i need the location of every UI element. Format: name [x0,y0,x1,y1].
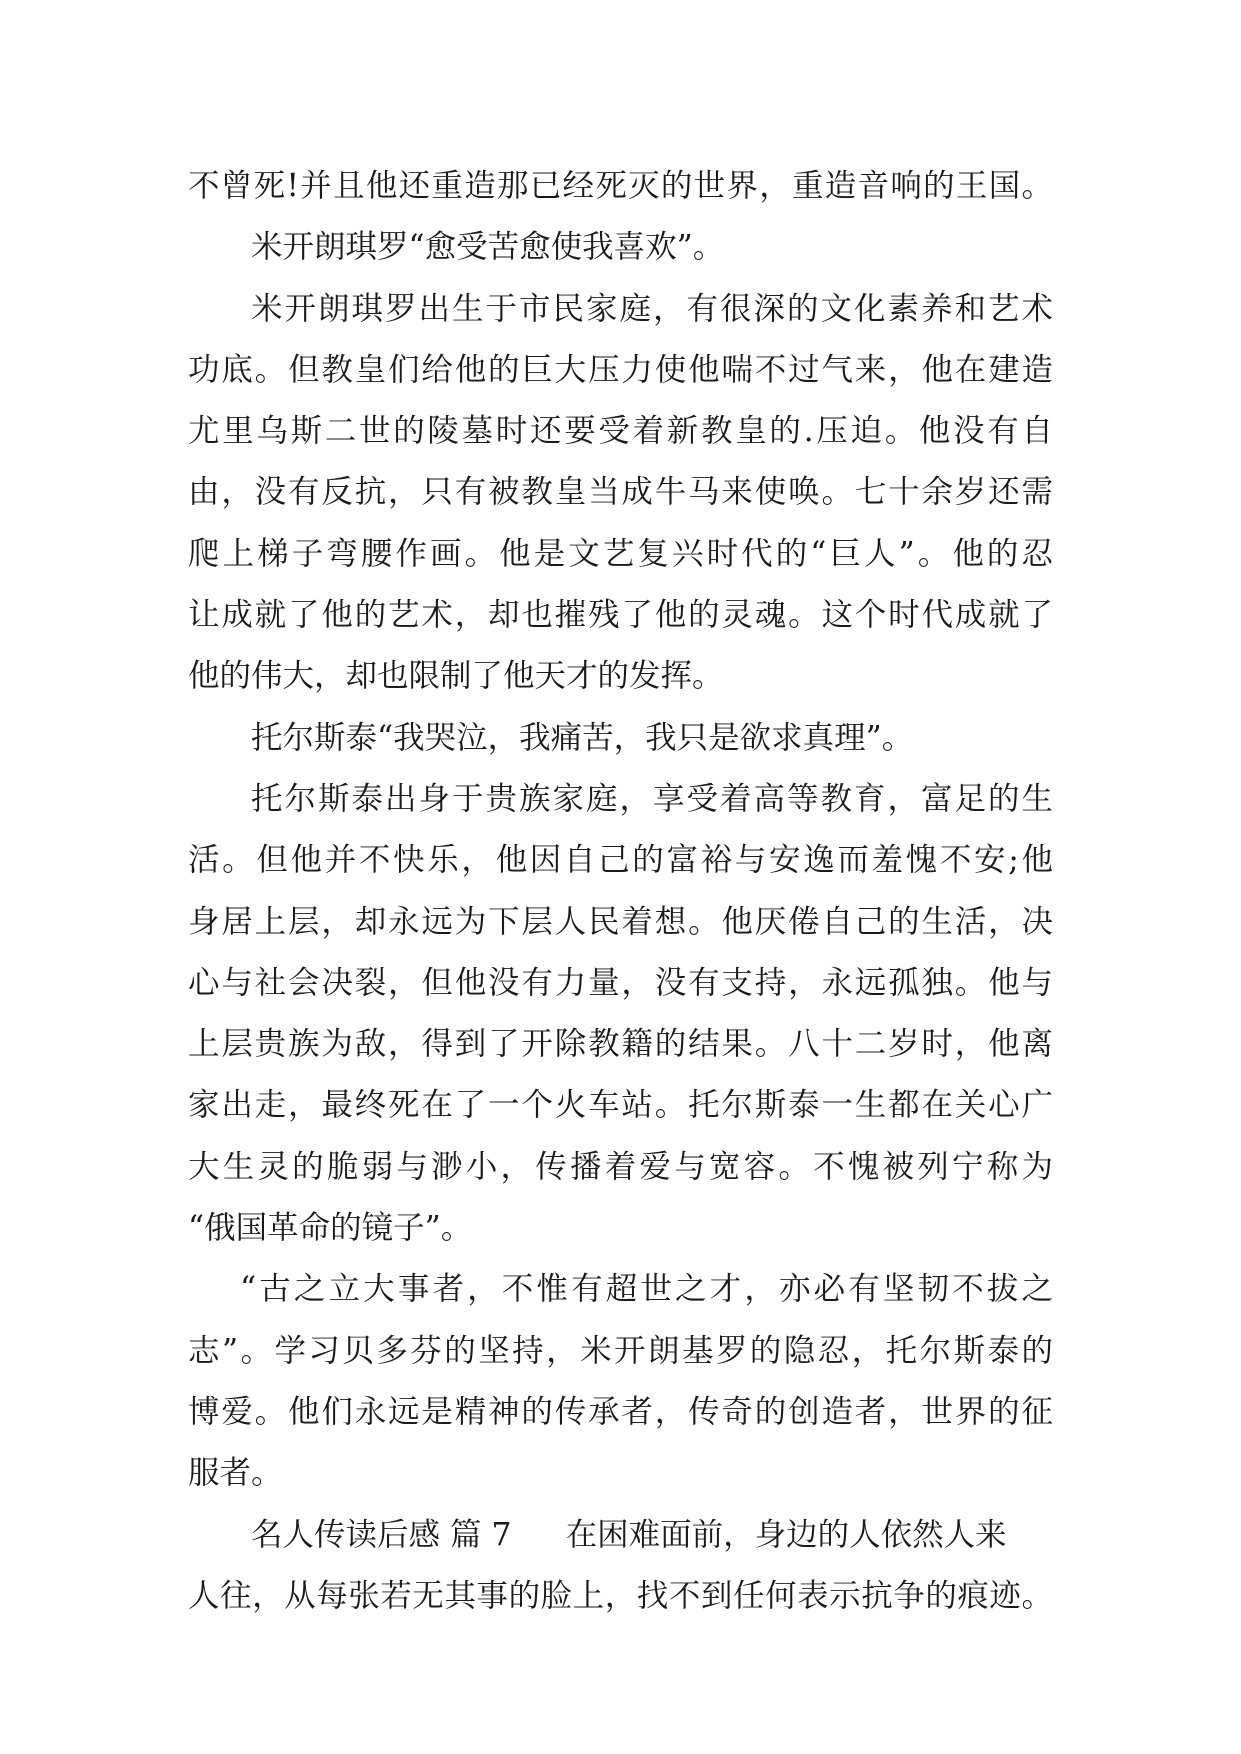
paragraph-line: “古之立大事者，不惟有超世之才，亦必有坚韧不拔之 [240,1271,1053,1308]
paragraph-line: 活。但他并不快乐，他因自己的富裕与安逸而羞愧不安;他 [188,842,1053,879]
paragraph-line: “俄国革命的镜子”。 [188,1210,473,1247]
section-heading: 名人传读后感 篇 7 [251,1516,512,1553]
paragraph-line: 由，没有反抗，只有被教皇当成牛马来使唤。七十余岁还需 [188,474,1053,511]
document-body [188,156,1053,1627]
paragraph-line: 家出走，最终死在了一个火车站。托尔斯泰一生都在关心广 [188,1087,1053,1124]
paragraph-line: 功底。但教皇们给他的巨大压力使他喘不过气来，他在建造 [188,351,1053,388]
paragraph-line: 在困难面前，身边的人依然人来 [565,1516,1007,1553]
paragraph-line: 米开朗琪罗出生于市民家庭，有很深的文化素养和艺术 [251,290,1053,327]
paragraph-line: 尤里乌斯二世的陵墓时还要受着新教皇的.压迫。他没有自 [188,413,1053,450]
paragraph-line: 志”。学习贝多芬的坚持，米开朗基罗的隐忍，托尔斯泰的 [188,1332,1053,1369]
section-heading-line [188,1505,1053,1566]
paragraph-line: 服者。 [188,1455,283,1492]
paragraph-line: 身居上层，却永远为下层人民着想。他厌倦自己的生活，决 [188,903,1053,940]
paragraph-line: 不曾死!并且他还重造那已经死灭的世界，重造音响的王国。 [188,168,1053,204]
paragraph-line: 大生灵的脆弱与渺小，传播着爱与宽容。不愧被列宁称为 [188,1148,1053,1185]
paragraph-line: 让成就了他的艺术，却也摧残了他的灵魂。这个时代成就了 [188,597,1053,634]
paragraph-line: 托尔斯泰出身于贵族家庭，享受着高等教育，富足的生 [251,780,1053,817]
paragraph-line: 托尔斯泰“我哭泣，我痛苦，我只是欲求真理”。 [251,719,914,756]
paragraph-line: 他的伟大，却也限制了他天才的发挥。 [188,658,724,695]
paragraph-line: 米开朗琪罗“愈受苦愈使我喜欢”。 [251,229,725,266]
paragraph-line: 爬上梯子弯腰作画。他是文艺复兴时代的“巨人”。他的忍 [188,535,1053,572]
paragraph-line: 人往，从每张若无其事的脸上，找不到任何表示抗争的痕迹。 [188,1577,1053,1614]
paragraph-line: 心与社会决裂，但他没有力量，没有支持，永远孤独。他与 [188,964,1053,1001]
paragraph-line: 上层贵族为敌，得到了开除教籍的结果。八十二岁时，他离 [188,1026,1053,1063]
paragraph-line: 博爱。他们永远是精神的传承者，传奇的创造者，世界的征 [188,1393,1053,1430]
